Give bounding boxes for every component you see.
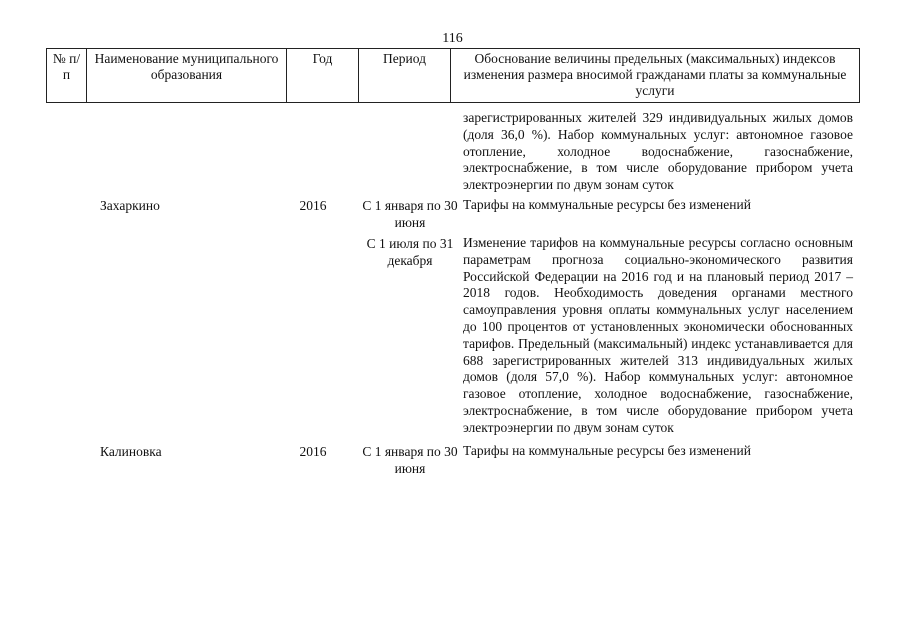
- period-cell: С 1 января по 30 июня: [362, 197, 458, 230]
- reason-text: Тарифы на коммунальные ресурсы без изменений: [463, 442, 751, 458]
- reason-text: Тарифы на коммунальные ресурсы без изменений: [463, 196, 751, 212]
- continuation-text: зарегистрированных жителей 329 индивидуальных жилых домов (доля 36,0 %). Набор коммунальных услуг: автономное газовое отопление, холодное водоснабжение, газоснабжение, электроснабжение, в том числе оборудование прибором учета электроэнергии по двум зонам суток: [463, 110, 853, 193]
- table-row: [46, 197, 859, 234]
- period-cell: С 1 июля по 31 декабря: [366, 235, 454, 268]
- header-num: № п/п: [47, 49, 87, 103]
- municipality-name: Захаркино: [100, 197, 160, 213]
- header-year: Год: [287, 49, 359, 103]
- header-period: Период: [359, 49, 451, 103]
- reason-text: Изменение тарифов на коммунальные ресурсы согласно основным параметрам прогноза социально-экономического развития Российской Федерации на 2016 год и на плановый период 2017 – 2018 годов. Необходимость доведения органами местного самоуправления уровня оплаты коммунальных услуг населением до 100 процентов от установленных экономически обоснованных тарифов. Предельный (максимальный) индекс устанавливается для 688 зарегистрированных жителей 313 индивидуальных жилых домов (доля 57,0 %). Набор коммунальных услуг: автономное газовое отопление, холодное водоснабжение, газоснабжение, электроснабжение, в том числе оборудование прибором учета электроэнергии по двум зонам суток: [463, 234, 853, 435]
- year-cell: 2016: [299, 197, 327, 213]
- municipality-name: Калиновка: [100, 443, 162, 459]
- page-number: 116: [442, 31, 463, 46]
- table-header: [46, 48, 860, 103]
- table-row: [46, 235, 859, 437]
- table-body: [46, 101, 859, 480]
- header-reason: Обоснование величины предельных (максимальных) индексов изменения размера вносимой гражданами платы за коммунальные услуги: [451, 49, 860, 103]
- year-cell: 2016: [299, 443, 327, 459]
- continuation-row: [46, 110, 859, 194]
- header-name: Наименование муниципального образования: [87, 49, 287, 103]
- table-row: [46, 443, 859, 480]
- period-cell: С 1 января по 30 июня: [362, 443, 458, 476]
